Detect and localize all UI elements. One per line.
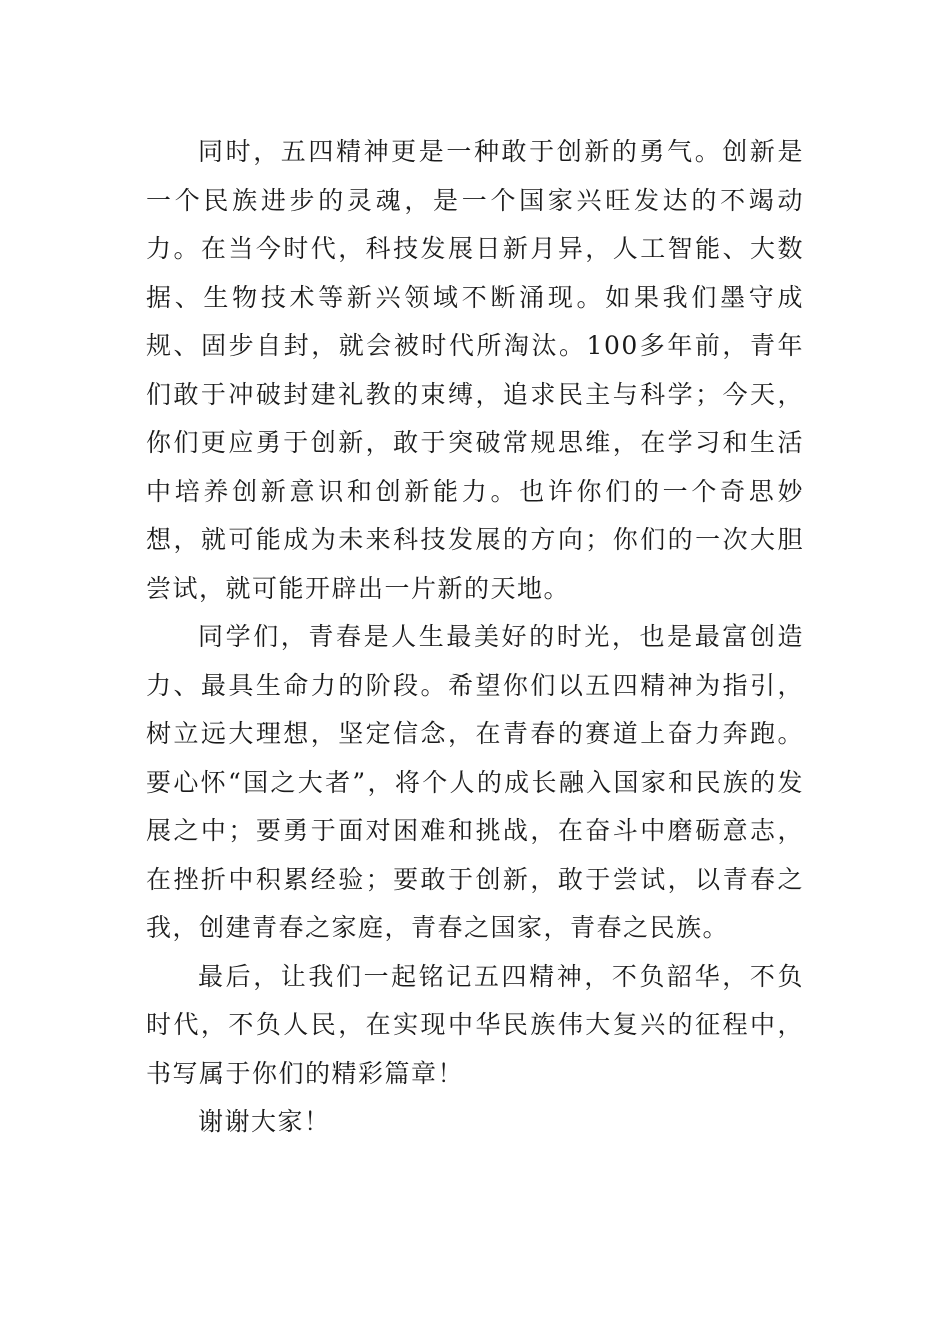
document-page xyxy=(146,128,804,1147)
paragraph-closing: 最后，让我们一起铭记五四精神，不负韶华，不负时代，不负人民，在实现中华民族伟大复兴的征程中，书写属于你们的精彩篇章！ xyxy=(146,961,804,1088)
paragraph-youth: 同学们，青春是人生最美好的时光，也是最富创造力、最具生命力的阶段。希望你们以五四精神为指引，树立远大理想，坚定信念，在青春的赛道上奋力奔跑。要心怀“国之大者”，将个人的成长融入国家和民族的发展之中；要勇于面对困难和挑战，在奋斗中磨砺意志，在挫折中积累经验；要敢于创新，敢于尝试，以青春之我，创建青春之家庭，青春之国家，青春之民族。 xyxy=(146,622,804,942)
paragraph-innovation: 同时，五四精神更是一种敢于创新的勇气。创新是一个民族进步的灵魂，是一个国家兴旺发达的不竭动力。在当今时代，科技发展日新月异，人工智能、大数据、生物技术等新兴领域不断涌现。如果我们墨守成规、固步自封，就会被时代所淘汰。100多年前，青年们敢于冲破封建礼教的束缚，追求民主与科学；今天，你们更应勇于创新，敢于突破常规思维，在学习和生活中培养创新意识和创新能力。也许你们的一个奇思妙想，就可能成为未来科技发展的方向；你们的一次大胆尝试，就可能开辟出一片新的天地。 xyxy=(146,137,804,603)
paragraph-thanks: 谢谢大家！ xyxy=(198,1107,331,1136)
